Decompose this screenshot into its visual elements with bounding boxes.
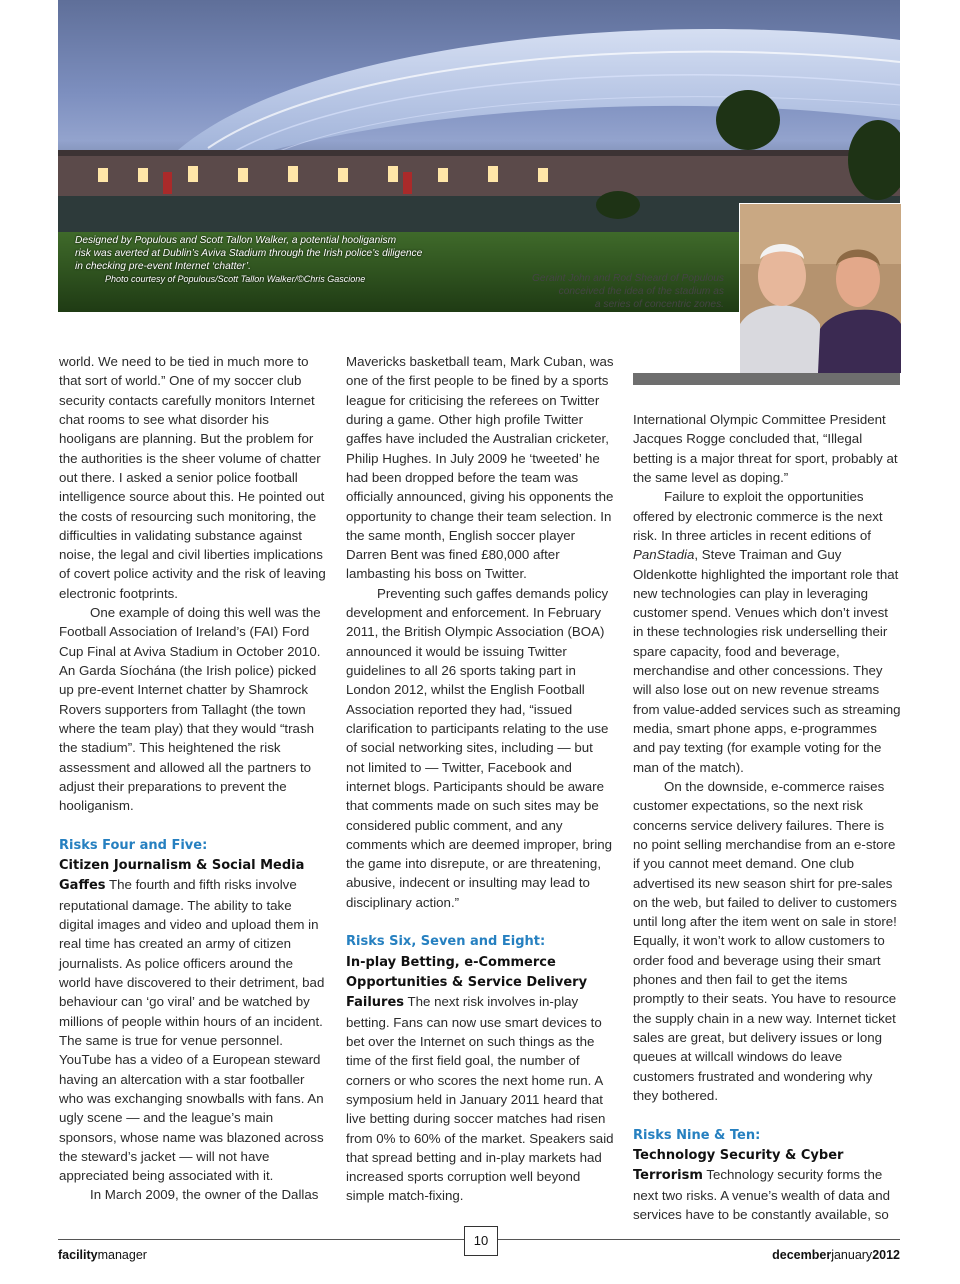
section-heading: Risks Six, Seven and Eight: [346, 934, 546, 950]
magazine-title: PanStadia [633, 547, 695, 563]
photo-caption-line: in checking pre-event Internet ‘chatter’. [75, 260, 251, 272]
photo-caption-line: Designed by Populous and Scott Tallon Walker, a potential hooliganism [75, 235, 397, 246]
article-column-1 [59, 352, 327, 1205]
portrait-caption-line: conceived the idea of the stadium as [558, 286, 724, 298]
paragraph: The fourth and fifth risks involve reputational damage. The ability to take digital images and video and upload them in real time has created an army of citizen journalists. As police officers around the world have discovered to their detriment, bad behaviour can ‘go viral’ and be watched by millions of people within hours of an incident. The same is true for venue personnel. YouTube has a video of a European steward having an altercation with a star footballer who was exchanging snowballs with fans. An ugly scene — and the league’s main sponsors, whose name was blazoned across the steward’s jacket — will not have appreciated being associated with it. [59, 877, 325, 1184]
paragraph: One example of doing this well was the Football Association of Ireland’s (FAI) Ford Cup Final at Aviva Stadium in October 2010. An Garda Síochána (the Irish police) picked up pre-event Internet chatter by Shamrock Rovers supporters from Tallaght (the town where the team play) that they would “trash the stadium”. This heightened the risk assessment and allowed all the partners to adjust their preparations to prevent the hooliganism. [59, 605, 321, 814]
section-subheading: In-play Betting, e-Commerce Opportunities & Service Delivery Failures [346, 954, 588, 1011]
section-heading: Risks Nine & Ten: [633, 1127, 761, 1143]
paragraph: In March 2009, the owner of the Dallas [90, 1187, 319, 1203]
paragraph: Mavericks basketball team, Mark Cuban, was one of the first people to be fined by a sports league for criticising the referees on Twitter during a game. Other high profile Twitter gaffes have included the Australian cricketer, Philip Hughes. In July 2009 he ‘tweeted’ he had been dropped before the team was officially announced, giving his opponents the opportunity to change their team selection. In the same month, English soccer player Darren Bent was fined £80,000 after lambasting his boss on Twitter. [346, 354, 614, 582]
paragraph: Failure to exploit the opportunities offered by electronic commerce is the next risk. In three articles in recent editions of PanStadia, Steve Traiman and Guy Oldenkotte highlighted the important role that new technologies can play in leveraging customer spend. Venues which don’t invest in these technologies risk underselling their spare capacity, food and beverage, merchandise and other concessions. They will also lose out on new revenue streams from value-added services such as streaming media, smart phone apps, e-programmes and pay texting (for example voting for the man of the match). [633, 489, 901, 775]
portrait-caption-line: a series of concentric zones. [594, 299, 724, 311]
portrait-caption-line: Geraint John and Rod Sheard of Populous [532, 273, 724, 284]
footer-issue [772, 1248, 900, 1262]
paragraph-spacer [346, 912, 614, 931]
photo-caption-line: risk was averted at Dublin’s Aviva Stadium through the Irish police’s diligence [75, 247, 423, 259]
issue-month-2: january [831, 1248, 873, 1262]
portrait-illustration [740, 204, 901, 373]
portrait-divider-bar [633, 373, 900, 385]
photo-caption [75, 235, 475, 286]
paragraph: Preventing such gaffes demands policy development and enforcement. In February 2011, the British Olympic Association (BOA) announced it would be issuing Twitter guidelines to all 26 sports taking part in London 2012, whilst the English Football Association reported they had, “issued clarification to participants relating to the use of social networking sites, including — but not limited to — Twitter, Facebook and internet blogs. Participants should be aware that comments made on such sites may be considered public comment, and any comments which are deemed improper, bring the game into disrepute, or are threatening, abusive, indecent or insulting may lead to disciplinary action.” [346, 585, 613, 910]
brand-bold: facility [58, 1248, 98, 1262]
section-subheading: Citizen Journalism & Social Media Gaffes [59, 858, 305, 894]
paragraph: International Olympic Committee President Jacques Rogge concluded that, “Illegal betting is a major threat for sport, probably at the same level as doping.” [633, 412, 898, 485]
paragraph-spacer [633, 1105, 901, 1124]
portrait-caption [500, 272, 724, 312]
brand-light: manager [97, 1248, 147, 1262]
photo-credit: Photo courtesy of Populous/Scott Tallon Walker/©Chris Gascione [105, 274, 366, 285]
section-subheading: Technology Security & Cyber Terrorism [633, 1147, 844, 1184]
paragraph: The next risk involves in-play betting. Fans can now use smart devices to bet over the Internet on such things as the time of the first field goal, the number of corners or who scores the next home run. A symposium held in January 2011 heard that live betting during soccer matches had risen from 0% to 60% of the market. Speakers said that spread betting and in-play markets had increased sports corruption well beyond simple match-fixing. [346, 994, 614, 1204]
paragraph-spacer [59, 816, 327, 835]
paragraph: Technology security forms the next two risks. A venue’s wealth of data and services have to be constantly available, so [633, 1167, 890, 1222]
paragraph: world. We need to be tied in much more to that sort of world.” One of my soccer club security contacts carefully monitors Internet chat rooms to see what disorder his hooligans are planning. But the problem for the authorities is the sheer volume of chatter out there. I asked a senior police football intelligence source about this. He pointed out the costs of resourcing such monitoring, the difficulties in validating substance against noise, the legal and civil liberties implications of covert police activity and the risk of leaving electronic footprints. [59, 354, 326, 601]
issue-month-1: december [772, 1248, 832, 1262]
article-column-2 [346, 352, 614, 1206]
issue-year: 2012 [872, 1248, 900, 1262]
article-column-3 [633, 410, 901, 1224]
footer-brand [58, 1248, 147, 1262]
page-number: 10 [464, 1226, 498, 1256]
paragraph: On the downside, e-commerce raises customer expectations, so the next risk concerns service delivery failures. There is no point selling merchandise from an e-store if you cannot meet demand. One club advertised its new season shirt for pre-sales on the web, but failed to deliver to customers until long after the item went on sale in store! Equally, it won’t work to allow customers to order food and beverage using their smart phones and then fail to get the items promptly to their seats. You have to resource the supply chain in a new way. Internet ticket sales are great, but delivery issues or long queues at willcall windows do leave customers frustrated and wondering why they bothered. [633, 778, 897, 1103]
portrait-photo [739, 203, 902, 374]
section-heading: Risks Four and Five: [59, 837, 208, 853]
